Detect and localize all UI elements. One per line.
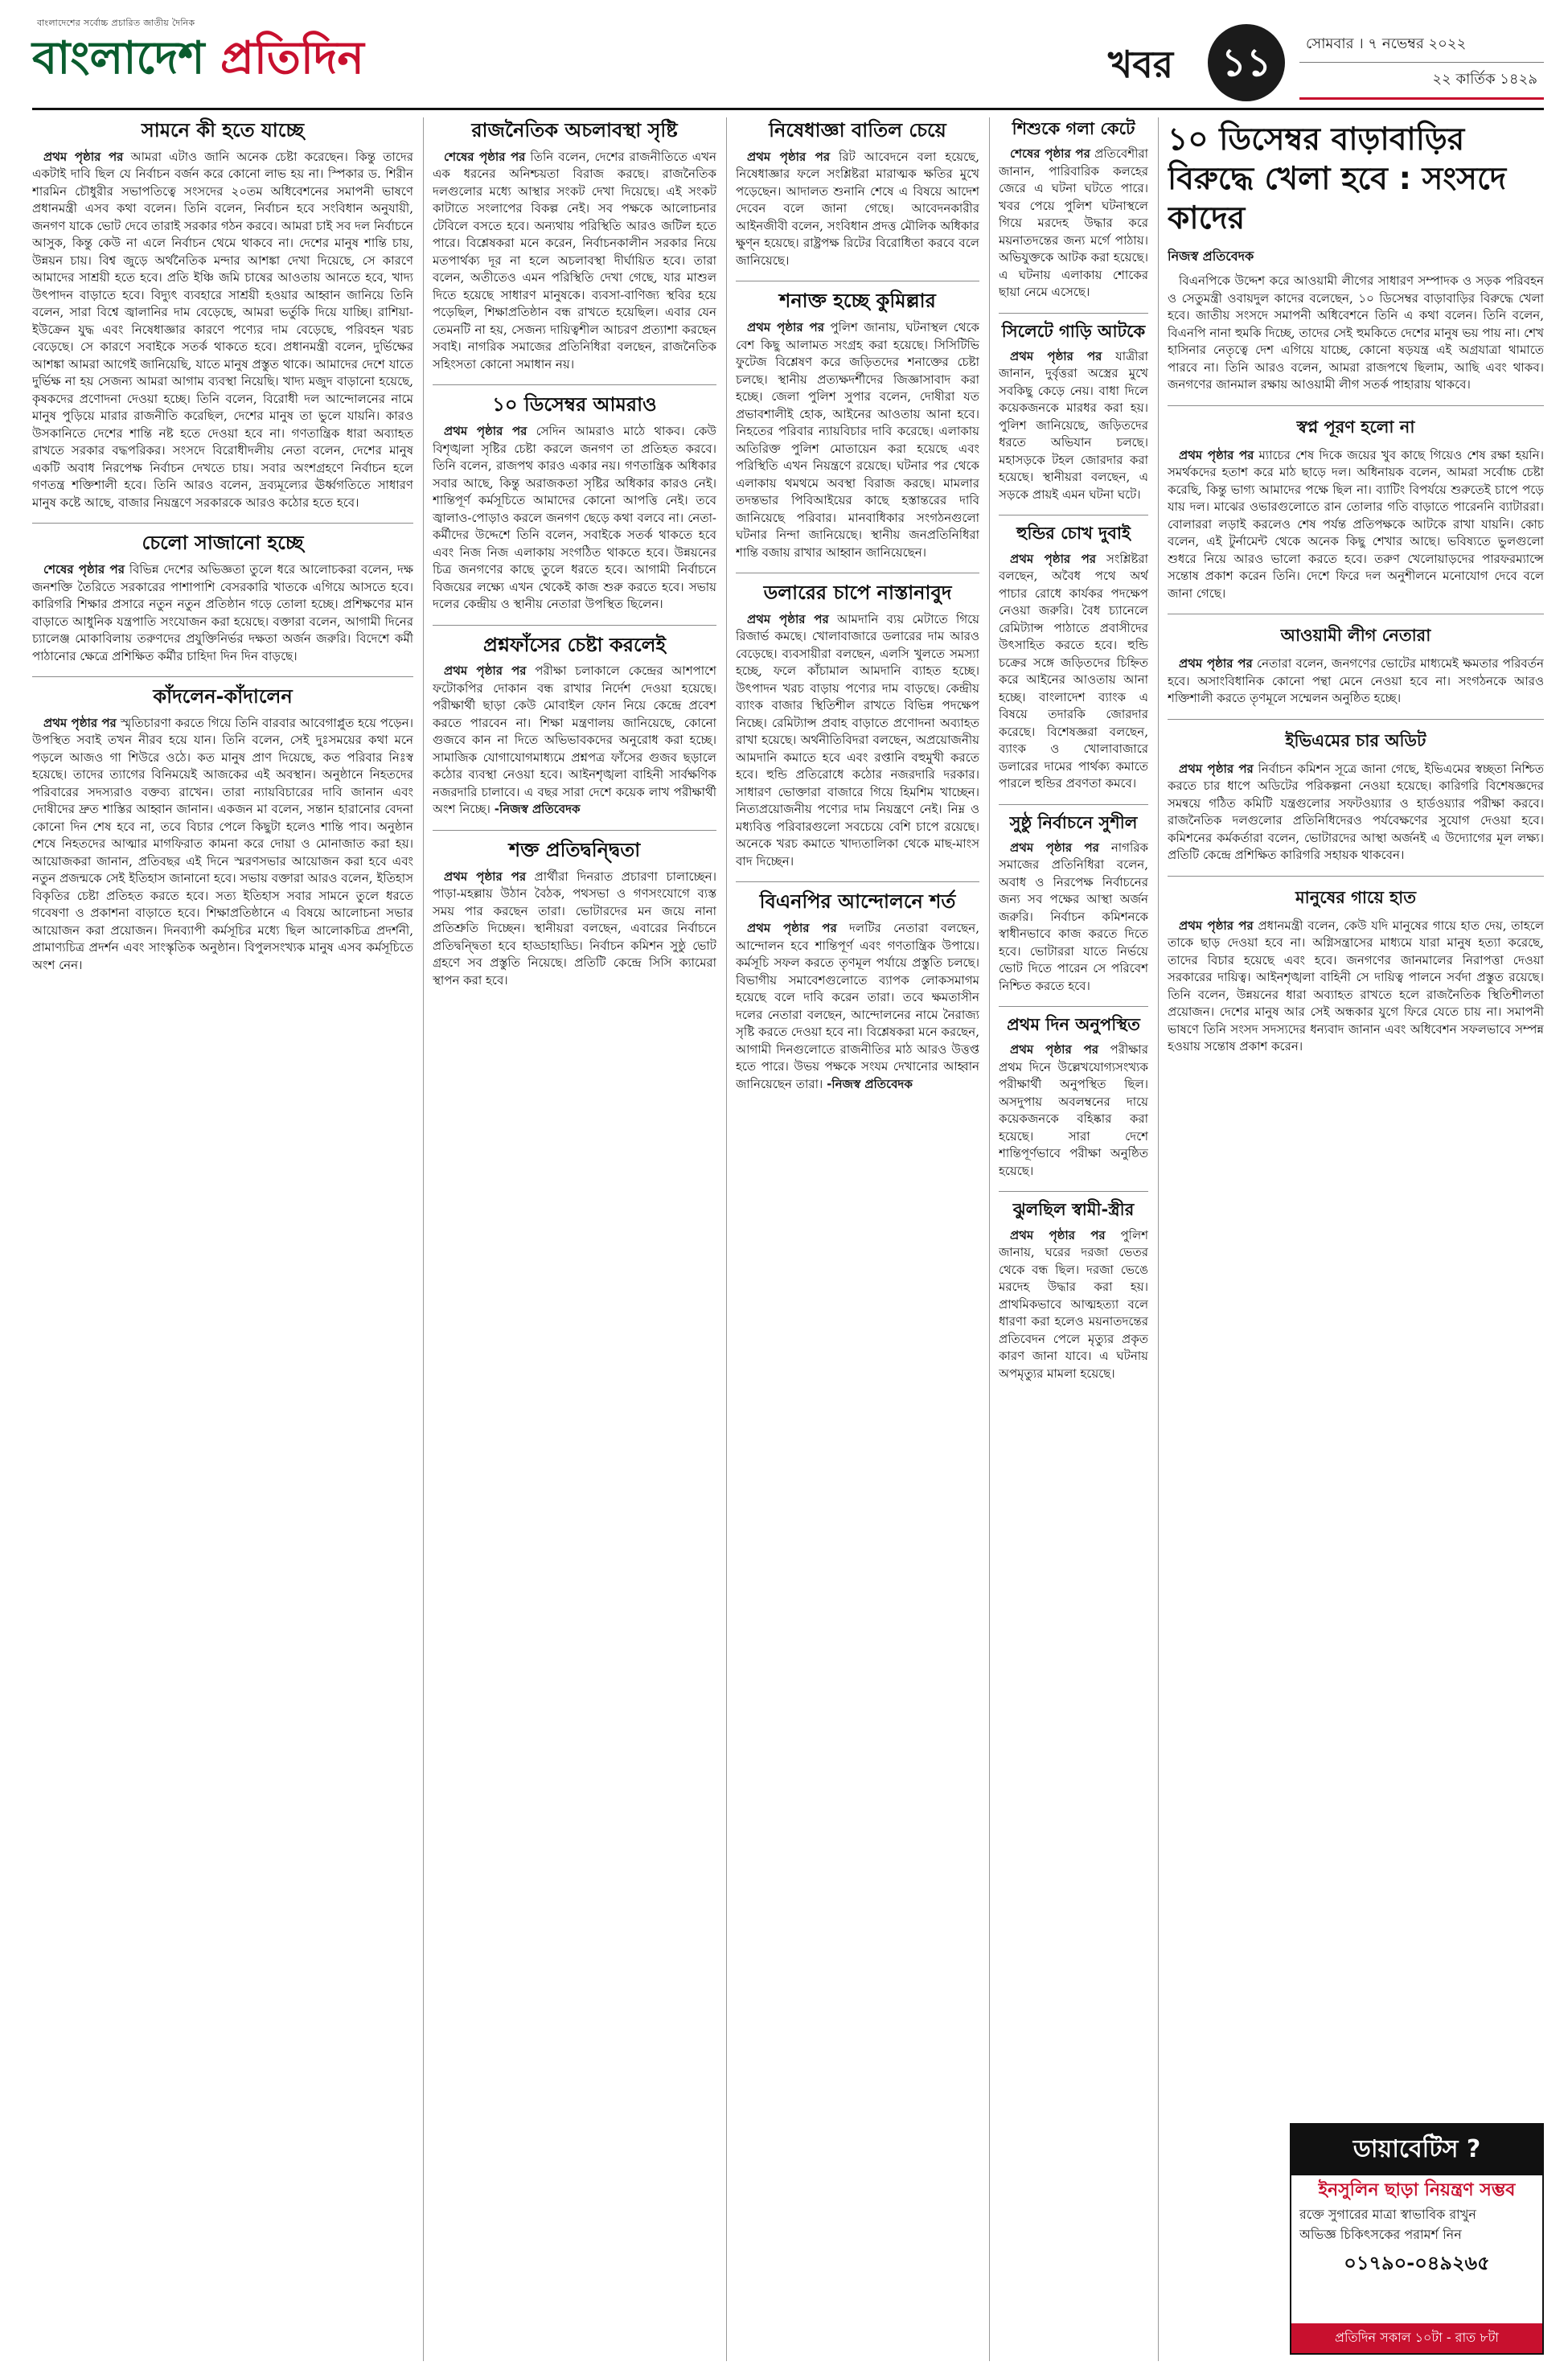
article: [999, 813, 1148, 996]
date-gregorian: সোমবার । ৭ নভেম্বর ২০২২: [1299, 27, 1544, 63]
article-separator: [736, 881, 979, 882]
article-text: বিভিন্ন দেশের অভিজ্ঞতা তুলে ধরে আলোচকরা বলেন, দক্ষ জনশক্তি তৈরিতে সরকারের পাশাপাশি বেসরকারি খাতকে এগিয়ে আসতে হবে। কারিগরি শিক্ষার প্রসারে নতুন নতুন প্রতিষ্ঠান গড়ে তোলা হচ্ছে। প্রশিক্ষণের মান বাড়াতে আধুনিক যন্ত্রপাতি সংযোজন করা হয়েছে। বক্তারা বলেন, আগামী দিনের চ্যালেঞ্জ মোকাবিলায় তরুণদের প্রযুক্তিনির্ভর দক্ষতা অর্জন জরুরি। বিদেশে কর্মী পাঠানোর ক্ষেত্রে প্রশিক্ষিত কর্মীর চাহিদা দিন দিন বাড়ছে।: [32, 562, 413, 663]
ad-phone-number: ০১৭৯০-০৪৯২৬৫: [1344, 2252, 1490, 2275]
article-body: [1168, 655, 1544, 708]
continuation-label: প্রথম পৃষ্ঠার পর: [1179, 918, 1254, 933]
column-divider: [989, 117, 990, 2361]
logo-name-part2: প্রতিদিন: [204, 32, 364, 84]
lead-headline: ১০ ডিসেম্বর বাড়াবাড়ির বিরুদ্ধে খেলা হবে : সংসদে কাদের: [1168, 121, 1507, 236]
article-text: প্রধানমন্ত্রী বলেন, কেউ যদি মানুষের গায়ে হাত দেয়, তাহলে তাকে ছাড় দেওয়া হবে না। অগ্নিসন্ত্রাসের মাধ্যমে যারা মানুষ হত্যা করেছে, তাদের বিচার হয়েছে এবং হবে। জনগণের জানমালের নিরাপত্তা দেওয়া সরকারের দায়িত্ব। আইনশৃঙ্খলা বাহিনী সে দায়িত্ব পালনে সর্বদা প্রস্তুত রয়েছে। তিনি বলেন, উন্নয়নের ধারা অব্যাহত রাখতে হলে রাজনৈতিক স্থিতিশীলতা প্রয়োজন। দেশের মানুষ আর সেই অন্ধকার যুগে ফিরে যেতে চায় না। সমাপনী ভাষণে তিনি সংসদ সদস্যদের ধন্যবাদ জানান এবং অধিবেশন সফলভাবে সম্পন্ন হওয়ায় সন্তোষ প্রকাশ করেন।: [1168, 918, 1544, 1054]
article-text: পরীক্ষার প্রথম দিনে উল্লেখযোগ্যসংখ্যক পরীক্ষার্থী অনুপস্থিত ছিল। অসদুপায় অবলম্বনের দায়ে কয়েকজনকে বহিষ্কার করা হয়েছে। সারা দেশে শান্তিপূর্ণভাবে পরীক্ষা অনুষ্ঠিত হয়েছে।: [999, 1042, 1148, 1178]
article-body: [1168, 273, 1544, 394]
article-separator: [433, 830, 716, 831]
article-text: ম্যাচের শেষ দিকে জয়ের খুব কাছে গিয়েও শেষ রক্ষা হয়নি। সমর্থকদের হতাশ করে মাঠ ছাড়ে দল। অধিনায়ক বলেন, আমরা সর্বোচ্চ চেষ্টা করেছি, কিন্তু ভাগ্য আমাদের পক্ষে ছিল না। ব্যাটিং বিপর্যয়ে শুরুতেই চাপে পড়ে যায় দল। মাঝের ওভারগুলোতে রান তোলার গতি বাড়াতে পারেননি ব্যাটাররা। বোলাররা লড়াই করলেও শেষ পর্যন্ত প্রতিপক্ষকে আটকে রাখা যায়নি। কোচ বলেন, এই টুর্নামেন্ট থেকে অনেক কিছু শেখার আছে। ভবিষ্যতে ভুলগুলো শুধরে নিয়ে আরও ভালো করতে হবে। তরুণ খেলোয়াড়দের পারফরম্যান্সে সন্তোষ প্রকাশ করেন তিনি। দেশে ফিরে দল অনুশীলনে মনোযোগ দেবে বলে জানা গেছে।: [1168, 447, 1544, 601]
article-separator: [999, 804, 1148, 805]
article-text: প্রার্থীরা দিনরাত প্রচারণা চালাচ্ছেন। পাড়া-মহল্লায় উঠান বৈঠক, পথসভা ও গণসংযোগে ব্যস্ত সময় পার করছেন তারা। ভোটারদের মন জয়ে নানা প্রতিশ্রুতি দিচ্ছেন। স্থানীয়রা বলছেন, এবারের নির্বাচনে প্রতিদ্বন্দ্বিতা হবে হাড্ডাহাড্ডি। নির্বাচন কমিশন সুষ্ঠু ভোট গ্রহণে সব প্রস্তুতি নিয়েছে। প্রতিটি কেন্দ্রে সিসি ক্যামেরা স্থাপন করা হবে।: [433, 869, 716, 988]
article-body: [999, 840, 1148, 996]
article-headline: শক্ত প্রতিদ্বন্দ্বিতা: [508, 838, 641, 861]
article-body: [1168, 761, 1544, 865]
article-text: পুলিশ জানায়, ঘরের দরজা ভেতর থেকে বন্ধ ছিল। দরজা ভেঙে মরদেহ উদ্ধার করা হয়। প্রাথমিকভাবে আত্মহত্যা বলে ধারণা করা হলেও ময়নাতদন্তের প্রতিবেদন পেলে মৃত্যুর প্রকৃত কারণ জানা যাবে। এ ঘটনায় অপমৃত্যুর মামলা হয়েছে।: [999, 1227, 1148, 1381]
article-headline: কাঁদলেন-কাঁদালেন: [153, 685, 293, 709]
article-separator: [32, 523, 413, 524]
article-text: দলটির নেতারা বলছেন, আন্দোলন হবে শান্তিপূর্ণ এবং গণতান্ত্রিক উপায়ে। কর্মসূচি সফল করতে তৃণমূল পর্যায়ে প্রস্তুতি চলছে। বিভাগীয় সমাবেশগুলোতে ব্যাপক লোকসমাগম হয়েছে বলে দাবি করেন তারা। তবে ক্ষমতাসীন দলের নেতারা বলছেন, আন্দোলনের নামে নৈরাজ্য সৃষ্টি করতে দেওয়া হবে না। বিশ্লেষকরা মনে করছেন, আগামী দিনগুলোতে রাজনীতির মাঠ আরও উত্তপ্ত হতে পারে। উভয় পক্ষকে সংযম দেখানোর আহ্বান জানিয়েছেন তারা।: [736, 921, 979, 1091]
article-body: [1168, 447, 1544, 603]
continuation-label: প্রথম পৃষ্ঠার পর: [43, 715, 117, 730]
article-headline: হুন্ডির চোখ দুবাই: [1016, 524, 1131, 544]
article-headline: রাজনৈতিক অচলাবস্থা সৃষ্টি: [471, 119, 678, 142]
article-separator: [1168, 876, 1544, 877]
article: [1168, 622, 1544, 708]
continuation-label: প্রথম পৃষ্ঠার পর: [1010, 551, 1097, 566]
column-4: [999, 117, 1148, 2358]
article-text: তিনি বলেন, দেশের রাজনীতিতে এখন এক ধরনের অনিশ্চয়তা বিরাজ করছে। রাজনৈতিক দলগুলোর মধ্যে আস্থার সংকট দেখা দিয়েছে। এই সংকট কাটাতে সংলাপের বিকল্প নেই। সব পক্ষকে আলোচনার টেবিলে বসতে হবে। অন্যথায় পরিস্থিতি আরও জটিল হতে পারে। বিশ্লেষকরা মনে করেন, নির্বাচনকালীন সরকার নিয়ে মতপার্থক্য দূর না হলে অচলাবস্থা দীর্ঘায়িত হবে। তারা বলেন, অতীতেও এমন পরিস্থিতি দেখা গেছে, যার মাশুল দিতে হয়েছে সাধারণ মানুষকে। ব্যবসা-বাণিজ্য স্থবির হয়ে পড়েছিল, শিক্ষাপ্রতিষ্ঠান বন্ধ রাখতে হয়েছিল। এবার যেন তেমনটি না হয়, সেজন্য দায়িত্বশীল আচরণ প্রত্যাশা করছেন সবাই। নাগরিক সমাজের প্রতিনিধিরা বলছেন, রাজনৈতিক সহিংসতা কোনো সমাধান নয়।: [433, 149, 716, 372]
article: [1168, 885, 1544, 1056]
article: [999, 1200, 1148, 1382]
logo-name-part1: বাংলাদেশ: [32, 32, 205, 84]
article-headline: ১০ ডিসেম্বর আমরাও: [492, 393, 657, 417]
continuation-label: প্রথম পৃষ্ঠার পর: [747, 149, 831, 164]
article-text: স্মৃতিচারণা করতে গিয়ে তিনি বারবার আবেগাপ্লুত হয়ে পড়েন। উপস্থিত সবাই তখন নীরব হয়ে যান। তিনি বলেন, সেই দুঃসময়ের কথা মনে পড়লে আজও গা শিউরে ওঠে। কত মানুষ প্রাণ দিয়েছে, কত পরিবার নিঃস্ব হয়েছে। তাদের ত্যাগের বিনিময়েই আজকের এই অবস্থান। অনুষ্ঠানে নিহতদের পরিবারের সদস্যরাও বক্তব্য রাখেন। তারা ন্যায়বিচারের দাবি জানান এবং দোষীদের দ্রুত শাস্তির আহ্বান জানান। একজন মা বলেন, সন্তান হারানোর বেদনা কোনো দিন শেষ হবে না, তবে বিচার পেলে কিছুটা হলেও শান্তি পাব। অনুষ্ঠান শেষে নিহতদের আত্মার মাগফিরাত কামনা করে দোয়া ও মোনাজাত করা হয়। আয়োজকরা জানান, প্রতিবছর এই দিনে স্মরণসভার আয়োজন করা হবে এবং নতুন প্রজন্মকে সেই ইতিহাস জানানো হবে। সভায় বক্তারা আরও বলেন, ইতিহাস বিকৃতির চেষ্টা প্রতিহত করতে হবে। সত্য ইতিহাস সবার সামনে তুলে ধরতে গবেষণা ও প্রকাশনা বাড়াতে হবে। শিক্ষাপ্রতিষ্ঠানে এ বিষয়ে আলোচনা সভার আয়োজন করা প্রয়োজন। দিনব্যাপী কর্মসূচির মধ্যে ছিল আলোকচিত্র প্রদর্শনী, প্রামাণ্যচিত্র প্রদর্শন এবং সাংস্কৃতিক অনুষ্ঠান। বিপুলসংখ্যক মানুষ এসব কর্মসূচিতে অংশ নেন।: [32, 715, 413, 972]
continuation-label: প্রথম পৃষ্ঠার পর: [1179, 447, 1254, 462]
article-body: [736, 920, 979, 1093]
article-text: রিট আবেদনে বলা হয়েছে, নিষেধাজ্ঞার ফলে সংশ্লিষ্টরা মারাত্মক ক্ষতির মুখে পড়েছেন। আদালত শুনানি শেষে এ বিষয়ে আদেশ দেবেন বলে জানা গেছে। আবেদনকারীর আইনজীবী বলেন, সংবিধান প্রদত্ত মৌলিক অধিকার ক্ষুণ্ন হয়েছে। রাষ্ট্রপক্ষ রিটের বিরোধিতা করবে বলে জানিয়েছে।: [736, 149, 979, 268]
article-body: [736, 611, 979, 871]
article-text: প্রতিবেশীরা জানান, পারিবারিক কলহের জেরে এ ঘটনা ঘটতে পারে। খবর পেয়ে পুলিশ ঘটনাস্থলে গিয়ে মরদেহ উদ্ধার করে ময়নাতদন্তের জন্য মর্গে পাঠায়। অভিযুক্তকে আটক করা হয়েছে। এ ঘটনায় এলাকায় শোকের ছায়া নেমে এসেছে।: [999, 146, 1148, 300]
article-body: [32, 561, 413, 665]
diabetes-advertisement: [1290, 2123, 1544, 2355]
continuation-label: প্রথম পৃষ্ঠার পর: [1010, 1042, 1099, 1058]
logo-wordmark: [32, 31, 364, 87]
continuation-label: প্রথম পৃষ্ঠার পর: [1010, 840, 1099, 855]
continuation-label: প্রথম পৃষ্ঠার পর: [747, 320, 824, 335]
article-headline: নিষেধাজ্ঞা বাতিল চেয়ে: [769, 119, 946, 142]
continuation-label: প্রথম পৃষ্ঠার পর: [444, 424, 527, 439]
article-credit: -নিজস্ব প্রতিবেদক: [827, 1076, 913, 1091]
article-separator: [32, 676, 413, 677]
article-text: সংশ্লিষ্টরা বলছেন, অবৈধ পথে অর্থ পাচার রোধে কার্যকর পদক্ষেপ নেওয়া জরুরি। বৈধ চ্যানেলে রেমিট্যান্স পাঠাতে প্রবাসীদের উৎসাহিত করতে হবে। হুন্ডি চক্রের সঙ্গে জড়িতদের চিহ্নিত করে আইনের আওতায় আনা হচ্ছে। বাংলাদেশ ব্যাংক এ বিষয়ে তদারকি জোরদার করেছে। বিশেষজ্ঞরা বলছেন, ব্যাংক ও খোলাবাজারে ডলারের দামের পার্থক্য কমাতে পারলে হুন্ডির প্রবণতা কমবে।: [999, 551, 1148, 791]
article-separator: [999, 1191, 1148, 1192]
continuation-label: শেষের পৃষ্ঠার পর: [43, 562, 125, 577]
article-headline: মানুষের গায়ে হাত: [1295, 887, 1417, 907]
article-text: সেদিন আমরাও মাঠে থাকব। কেউ বিশৃঙ্খলা সৃষ্টির চেষ্টা করলে জনগণ তা প্রতিহত করবে। তিনি বলেন, রাজপথ কারও একার নয়। গণতান্ত্রিক অধিকার সবার আছে, কিন্তু অরাজকতা সৃষ্টির অধিকার কারও নেই। শান্তিপূর্ণ কর্মসূচিতে আমাদের কোনো আপত্তি নেই। তবে জ্বালাও-পোড়াও করলে জনগণ ছেড়ে কথা বলবে না। নেতা-কর্মীদের উদ্দেশে তিনি বলেন, সবাইকে সতর্ক থাকতে হবে এবং নিজ নিজ এলাকায় সংগঠিত থাকতে হবে। উন্নয়নের চিত্র জনগণের কাছে তুলে ধরতে হবে। আগামী নির্বাচনে বিজয়ের লক্ষ্যে এখন থেকেই কাজ শুরু করতে হবে। সভায় দলের কেন্দ্রীয় ও স্থানীয় নেতারা উপস্থিত ছিলেন।: [433, 424, 716, 612]
continuation-label: শেষের পৃষ্ঠার পর: [444, 149, 526, 164]
logo-tagline: বাংলাদেশের সর্বোচ্চ প্রচারিত জাতীয় দৈনিক: [37, 18, 195, 28]
article-headline: আওয়ামী লীগ নেতারা: [1280, 626, 1431, 646]
article-text: নির্বাচন কমিশন সূত্রে জানা গেছে, ইভিএমের স্বচ্ছতা নিশ্চিত করতে চার ধাপে অডিটের পরিকল্পনা নেওয়া হয়েছে। কারিগরি বিশেষজ্ঞদের সমন্বয়ে গঠিত কমিটি যন্ত্রগুলোর সফটওয়্যার ও হার্ডওয়্যার পরীক্ষা করবে। রাজনৈতিক দলগুলোর প্রতিনিধিদেরও পর্যবেক্ষণের সুযোগ দেওয়া হবে। কমিশনের কর্মকর্তারা বলেন, ভোটারদের আস্থা অর্জনই এ উদ্যোগের মূল লক্ষ্য। প্রতিটি কেন্দ্রে প্রশিক্ষিত কারিগরি সহায়ক থাকবেন।: [1168, 761, 1544, 863]
article-text: পরীক্ষা চলাকালে কেন্দ্রের আশপাশে ফটোকপির দোকান বন্ধ রাখার নির্দেশ দেওয়া হয়েছে। পরীক্ষার্থী ছাড়া কেউ মোবাইল ফোন নিয়ে কেন্দ্রে প্রবেশ করতে পারবেন না। শিক্ষা মন্ত্রণালয় জানিয়েছে, কোনো গুজবে কান না দিতে অভিভাবকদের অনুরোধ করা হচ্ছে। সামাজিক যোগাযোগমাধ্যমে প্রশ্নপত্র ফাঁসের গুজব ছড়ালে কঠোর ব্যবস্থা নেওয়া হবে। আইনশৃঙ্খলা বাহিনী সার্বক্ষণিক নজরদারি চালাবে। এ বছর সারা দেশে কয়েক লাখ পরীক্ষার্থী অংশ নিচ্ছে।: [433, 663, 716, 817]
article-text: যাত্রীরা জানান, দুর্বৃত্তরা অস্ত্রের মুখে সবকিছু কেড়ে নেয়। বাধা দিলে কয়েকজনকে মারধর করা হয়। পুলিশ জানিয়েছে, জড়িতদের ধরতে অভিযান চলছে। মহাসড়কে টহল জোরদার করা হয়েছে। স্থানীয়রা বলছেন, এ সড়কে প্রায়ই এমন ঘটনা ঘটে।: [999, 348, 1148, 502]
column-2: [433, 117, 716, 2358]
article-body: [433, 149, 716, 374]
article: [433, 634, 716, 819]
column-5: [1168, 117, 1544, 2115]
article-headline: চেলো সাজানো হচ্ছে: [142, 532, 304, 555]
article: [999, 1015, 1148, 1180]
masthead-rule: [32, 108, 1544, 110]
continuation-label: প্রথম পৃষ্ঠার পর: [1179, 656, 1253, 672]
article-text: আমদানি ব্যয় মেটাতে গিয়ে রিজার্ভ কমছে। খোলাবাজারে ডলারের দাম আরও বেড়েছে। ব্যবসায়ীরা বলছেন, এলসি খুলতে সমস্যা হচ্ছে, ফলে কাঁচামাল আমদানি ব্যাহত হচ্ছে। উৎপাদন খরচ বাড়ায় পণ্যের দাম বাড়ছে। কেন্দ্রীয় ব্যাংক বাজার স্থিতিশীল রাখতে বিভিন্ন পদক্ষেপ নিচ্ছে। রেমিট্যান্স প্রবাহ বাড়াতে প্রণোদনা অব্যাহত রাখা হয়েছে। অর্থনীতিবিদরা বলছেন, অপ্রয়োজনীয় আমদানি কমাতে হবে এবং রপ্তানি বহুমুখী করতে হবে। হুন্ডি প্রতিরোধে কঠোর নজরদারি দরকার। সাধারণ ভোক্তারা বাজারে গিয়ে হিমশিম খাচ্ছেন। নিত্যপ্রয়োজনীয় পণ্যের দাম নিয়ন্ত্রণে নেই। নিম্ন ও মধ্যবিত্ত পরিবারগুলো সবচেয়ে বেশি চাপে রয়েছে। অনেকে খরচ কমাতে খাদ্যতালিকা থেকে মাছ-মাংস বাদ দিচ্ছেন।: [736, 611, 979, 869]
article-headline: বিএনপির আন্দোলনে শর্ত: [759, 890, 956, 914]
ad-text: রক্তে সুগারের মাত্রা স্বাভাবিক রাখুন: [1299, 2206, 1476, 2222]
column-3: [736, 117, 979, 2358]
article: [736, 290, 979, 561]
article-separator: [1168, 719, 1544, 720]
article-separator: [999, 313, 1148, 314]
masthead: [32, 14, 1544, 105]
newspaper-logo: [32, 14, 450, 103]
article-body: [433, 663, 716, 819]
date-bangla: ২২ কার্তিক ১৪২৯: [1299, 63, 1544, 100]
article-credit: -নিজস্ব প্রতিবেদক: [494, 802, 581, 817]
continuation-label: প্রথম পৃষ্ঠার পর: [43, 149, 124, 164]
ad-text: অভিজ্ঞ চিকিৎসকের পরামর্শ নিন: [1299, 2227, 1462, 2243]
article-text: পুলিশ জানায়, ঘটনাস্থল থেকে বেশ কিছু আলামত সংগ্রহ করা হয়েছে। সিসিটিভি ফুটেজ বিশ্লেষণ করে জড়িতদের শনাক্তের চেষ্টা চলছে। স্থানীয় প্রত্যক্ষদর্শীদের জিজ্ঞাসাবাদ করা হচ্ছে। জেলা পুলিশ সুপার বলেন, দোষীরা যত প্রভাবশালীই হোক, আইনের আওতায় আনা হবে। নিহতের পরিবার ন্যায়বিচার দাবি করেছে। এলাকায় অতিরিক্ত পুলিশ মোতায়েন করা হয়েছে এবং পরিস্থিতি এখন নিয়ন্ত্রণে রয়েছে। ঘটনার পর থেকে এলাকায় থমথমে অবস্থা বিরাজ করছে। মামলার তদন্তভার পিবিআইয়ের কাছে হস্তান্তরের দাবি জানিয়েছে পরিবার। মানবাধিকার সংগঠনগুলো ঘটনার নিন্দা জানিয়েছে। স্থানীয় জনপ্রতিনিধিরা শান্তি বজায় রাখার আহ্বান জানিয়েছেন।: [736, 320, 979, 560]
article-headline: প্রশ্নফাঁসের চেষ্টা করলেই: [483, 633, 666, 656]
article: [999, 524, 1148, 792]
article-text: নাগরিক সমাজের প্রতিনিধিরা বলেন, অবাধ ও নিরপেক্ষ নির্বাচনের জন্য সব পক্ষের আস্থা অর্জন জরুরি। নির্বাচন কমিশনকে স্বাধীনভাবে কাজ করতে দিতে হবে। ভোটাররা যাতে নির্ভয়ে ভোট দিতে পারেন সে পরিবেশ নিশ্চিত করতে হবে।: [999, 840, 1148, 993]
article-body: [736, 319, 979, 561]
article-separator: [433, 384, 716, 385]
article-body: [433, 423, 716, 614]
article-text: নেতারা বলেন, জনগণের ভোটের মাধ্যমেই ক্ষমতার পরিবর্তন হবে। অসাংবিধানিক কোনো পন্থা মেনে নেওয়া হবে না। সংগঠনকে আরও শক্তিশালী করতে তৃণমূলে সম্মেলন অনুষ্ঠিত হচ্ছে।: [1168, 656, 1544, 706]
article: [736, 581, 979, 870]
date-box: [1299, 27, 1544, 100]
article-separator: [433, 625, 716, 626]
article-body: [999, 1041, 1148, 1180]
continuation-label: প্রথম পৃষ্ঠার পর: [1010, 1227, 1106, 1242]
section-label: খবর: [1108, 43, 1174, 86]
continuation-label: প্রথম পৃষ্ঠার পর: [444, 663, 527, 679]
ad-headline: ইনসুলিন ছাড়া নিয়ন্ত্রণ সম্ভব: [1318, 2180, 1516, 2200]
article: [32, 685, 413, 974]
column-divider: [423, 117, 424, 2361]
article-body: [32, 149, 413, 512]
article-headline: শনাক্ত হচ্ছে কুমিল্লার: [779, 290, 936, 313]
column-divider: [1158, 117, 1159, 2361]
article-text: বিএনপিকে উদ্দেশ করে আওয়ামী লীগের সাধারণ সম্পাদক ও সড়ক পরিবহন ও সেতুমন্ত্রী ওবায়দুল কাদের বলেছেন, ১০ ডিসেম্বর বাড়াবাড়ির বিরুদ্ধে খেলা হবে। জাতীয় সংসদে সমাপনী অধিবেশনে তিনি এ কথা বলেন। তিনি বলেন, বিএনপি নানা হুমকি দিচ্ছে, তাদের সেই হুমকিতে দেশের মানুষ ভয় পায় না। শেখ হাসিনার নেতৃত্বে দেশ এগিয়ে যাচ্ছে, কোনো ষড়যন্ত্র এই অগ্রযাত্রা থামাতে পারবে না। তিনি আরও বলেন, আমরা রাজপথে ছিলাম, আছি এবং থাকব। জনগণের জানমাল রক্ষায় আওয়ামী লীগ সতর্ক পাহারায় থাকবে।: [1168, 273, 1544, 392]
lead-article: [1168, 121, 1544, 394]
article-headline: সুষ্ঠু নির্বাচনে সুশীল: [1009, 812, 1138, 832]
article-headline: শিশুকে গলা কেটে: [1012, 119, 1135, 138]
page-number-badge: ১১: [1208, 24, 1285, 101]
article-body: [433, 869, 716, 990]
article-headline: প্রথম দিন অনুপস্থিত: [1007, 1015, 1140, 1035]
article: [433, 393, 716, 613]
continuation-label: প্রথম পৃষ্ঠার পর: [1010, 348, 1102, 363]
article-body: [1168, 918, 1544, 1056]
article-headline: ইভিএমের চার অডিট: [1285, 730, 1426, 750]
ad-title: ডায়াবেটিস ?: [1291, 2125, 1542, 2175]
article-body: [32, 715, 413, 975]
article: [999, 322, 1148, 504]
article: [736, 890, 979, 1093]
article-headline: স্বপ্ন পূরণ হলো না: [1296, 417, 1415, 437]
article-headline: ডলারের চাপে নাস্তানাবুদ: [763, 581, 952, 605]
continuation-label: প্রথম পৃষ্ঠার পর: [1179, 761, 1254, 776]
column-1: [32, 117, 413, 2358]
article-headline: সামনে কী হতে যাচ্ছে: [141, 119, 305, 142]
article: [1168, 728, 1544, 865]
article-body: [999, 146, 1148, 302]
article: [433, 839, 716, 989]
article-body: [736, 149, 979, 270]
article-text: আমরা এটাও জানি অনেক চেষ্টা করেছেন। কিন্তু তাদের একটাই দাবি ছিল যে নির্বাচন বর্জন করে কোনো লাভ হয় না। স্পিকার ড. শিরীন শারমিন চৌধুরীর সভাপতিত্বে সংসদের ২০তম অধিবেশনের সমাপনী ভাষণে প্রধানমন্ত্রী এসব কথা বলেন। তিনি বলেন, নির্বাচন হবে সংবিধান অনুযায়ী, জনগণ যাকে ভোট দেবে তারাই সরকার গঠন করবে। আমরা চাই সব দল নির্বাচনে আসুক, কিন্তু কেউ না এলে নির্বাচন থেমে থাকবে না। দেশের মানুষ শান্তি চায়, উন্নয়ন চায়। বিশ্ব জুড়ে অর্থনৈতিক মন্দার আশঙ্কা দেখা দিয়েছে, সে কারণে আমাদের সাশ্রয়ী হতে হবে। প্রতি ইঞ্চি জমি চাষের আওতায় আনতে হবে, খাদ্য উৎপাদন বাড়াতে হবে। বিদ্যুৎ ব্যবহারে সাশ্রয়ী হওয়ার আহ্বান জানিয়ে তিনি বলেন, সারা বিশ্বে জ্বালানির দাম বেড়েছে, আমরা ভর্তুকি দিয়ে যাচ্ছি। রাশিয়া-ইউক্রেন যুদ্ধ এবং নিষেধাজ্ঞার কারণে পণ্যের দাম বেড়েছে, পরিবহন খরচ বেড়েছে। সে কারণে সবাইকে সতর্ক থাকতে হবে। প্রধানমন্ত্রী বলেন, দুর্ভিক্ষের আশঙ্কা আমরা আগেই জানিয়েছি, যাতে মানুষ প্রস্তুত থাকে। আমাদের দেশে যাতে দুর্ভিক্ষ না হয় সেজন্য আমরা আগাম ব্যবস্থা নিয়েছি। খাদ্য মজুদ বাড়ানো হয়েছে, কৃষকদের প্রণোদনা দেওয়া হচ্ছে। তিনি বলেন, বিরোধী দল আন্দোলনের নামে মানুষ পুড়িয়ে মারার রাজনীতি করেছিল, দেশের মানুষ তা ভুলে যায়নি। কারও উসকানিতে দেশের শান্তি নষ্ট হতে দেওয়া হবে না। গণতান্ত্রিক ধারা অব্যাহত রাখতে সরকার বদ্ধপরিকর। সংসদে বিরোধীদলীয় নেতা বলেন, দেশের মানুষ একটি অবাধ নিরপেক্ষ নির্বাচন দেখতে চায়। সবার অংশগ্রহণে নির্বাচন হলে গণতন্ত্র শক্তিশালী হবে। তিনি আরও বলেন, দ্রব্যমূল্যের ঊর্ধ্বগতিতে সাধারণ মানুষ কষ্টে আছে, বাজার নিয়ন্ত্রণে সরকারকে আরও কঠোর হতে হবে।: [32, 149, 413, 510]
article: [433, 119, 716, 373]
ad-footer: প্রতিদিন সকাল ১০টা - রাত ৮টা: [1291, 2323, 1542, 2353]
article-body: [999, 348, 1148, 504]
continuation-label: প্রথম পৃষ্ঠার পর: [747, 921, 837, 936]
article-body: [999, 1227, 1148, 1383]
continuation-label: প্রথম পৃষ্ঠার পর: [444, 869, 527, 884]
article: [32, 119, 413, 511]
lead-byline: নিজস্ব প্রতিবেদক: [1168, 248, 1254, 265]
article-headline: সিলেটে গাড়ি আটকে: [1001, 321, 1146, 341]
article: [1168, 414, 1544, 603]
article: [736, 119, 979, 269]
article-separator: [1168, 405, 1544, 406]
article-headline: ঝুলছিল স্বামী-স্ত্রীর: [1012, 1200, 1135, 1220]
article: [32, 532, 413, 665]
continuation-label: শেষের পৃষ্ঠার পর: [1010, 146, 1090, 162]
continuation-label: প্রথম পৃষ্ঠার পর: [747, 611, 829, 626]
article-body: [999, 551, 1148, 793]
column-divider: [726, 117, 727, 2361]
article-separator: [999, 1006, 1148, 1007]
article: [999, 119, 1148, 302]
